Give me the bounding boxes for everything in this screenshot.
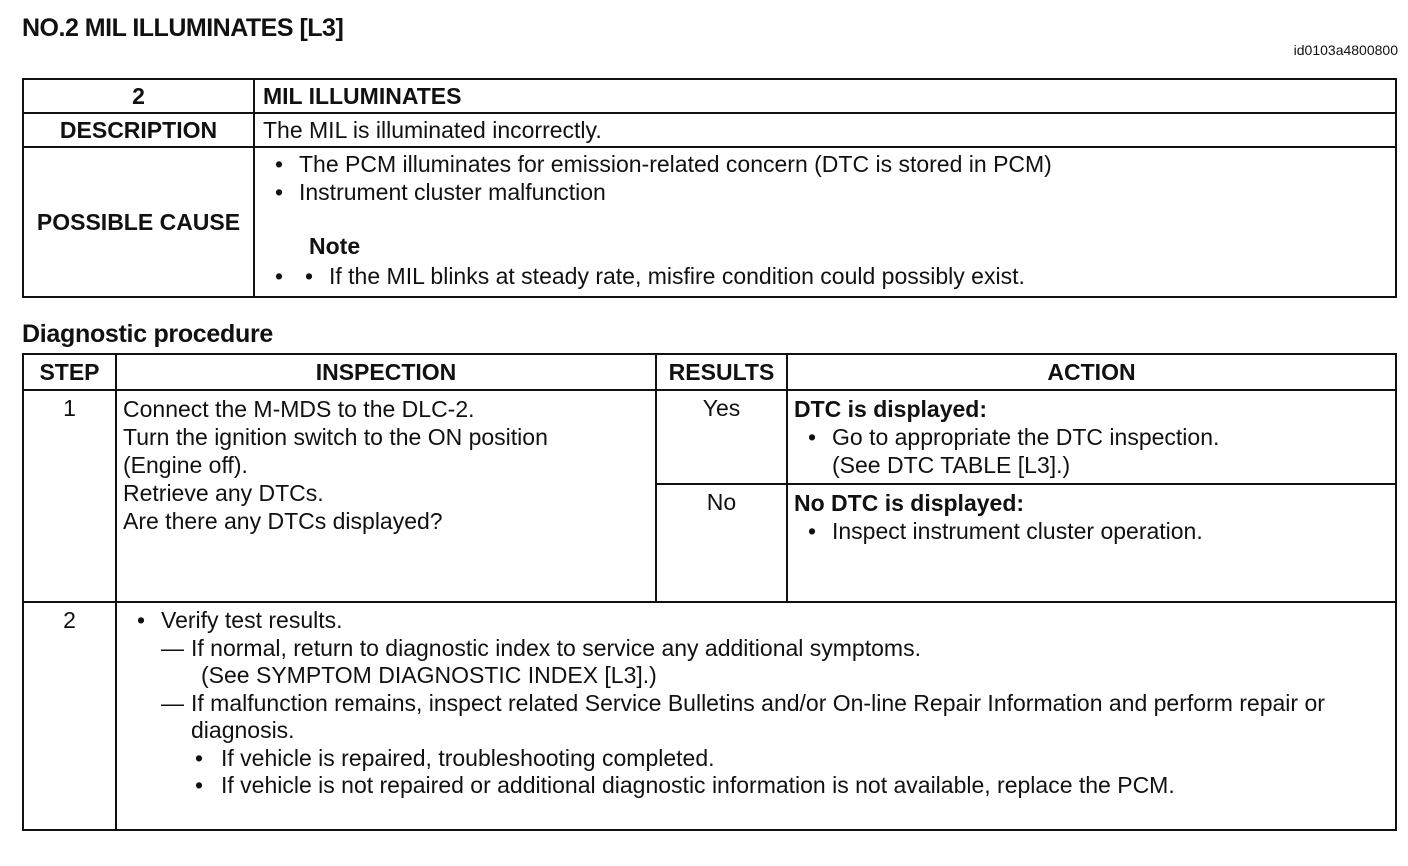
step1-inspection [116, 390, 656, 602]
inspection-line: Retrieve any DTCs. [123, 480, 324, 506]
inspection-line: Connect the M-MDS to the DLC-2. [123, 396, 475, 422]
action-no-heading: No DTC is displayed: [794, 490, 1025, 516]
table-row [23, 602, 1396, 830]
note-item [261, 262, 1389, 290]
action-no-item: • Inspect instrument cluster operation. [794, 517, 1389, 545]
page-title: NO.2 MIL ILLUMINATES [L3] [22, 14, 344, 42]
step2-content [116, 602, 1396, 830]
info-row-description [23, 113, 1396, 147]
step2-repaired: • If vehicle is repaired, troubleshooting completed. [123, 745, 1389, 773]
col-header-results: RESULTS [656, 354, 787, 390]
inspection-line: (Engine off). [123, 452, 248, 478]
col-header-step: STEP [23, 354, 116, 390]
note-text: If the MIL blinks at steady rate, misfire condition could possibly exist. [329, 263, 1025, 289]
procedure-header-row [23, 354, 1396, 390]
document-id: id0103a4800800 [1293, 42, 1398, 58]
info-row-cause [23, 147, 1396, 297]
step2-normal-ref: (See SYMPTOM DIAGNOSTIC INDEX [L3].) [201, 662, 657, 688]
step-number: 2 [23, 602, 116, 830]
action-no [787, 484, 1396, 602]
item-name: MIL ILLUMINATES [254, 79, 1396, 113]
description-label: DESCRIPTION [23, 113, 254, 147]
step-number: 1 [23, 390, 116, 602]
step2-main: • Verify test results. [123, 607, 1389, 635]
step2-normal: — If normal, return to diagnostic index to service any additional symptoms. [123, 635, 1389, 663]
col-header-inspection: INSPECTION [116, 354, 656, 390]
note-title: Note [309, 233, 361, 259]
result-no: No [656, 484, 787, 602]
col-header-action: ACTION [787, 354, 1396, 390]
action-yes-ref: (See DTC TABLE [L3].) [832, 452, 1071, 478]
cause-label: POSSIBLE CAUSE [23, 147, 254, 297]
step2-malfunction: — If malfunction remains, inspect related Service Bulletins and/or On-line Repair Information and perform repair or diagnosis. [123, 690, 1389, 745]
table-row [23, 390, 1396, 484]
step2-not-repaired: • If vehicle is not repaired or additional diagnostic information is not available, replace the PCM. [123, 772, 1389, 800]
info-row-number [23, 79, 1396, 113]
result-yes: Yes [656, 390, 787, 484]
info-table [22, 78, 1397, 298]
note-bullet: • • [305, 263, 314, 289]
description-text: The MIL is illuminated incorrectly. [254, 113, 1396, 147]
action-yes-item: • Go to appropriate the DTC inspection. [794, 423, 1389, 451]
item-number: 2 [23, 79, 254, 113]
inspection-line: Are there any DTCs displayed? [123, 508, 443, 534]
cause-cell [254, 147, 1396, 297]
action-yes [787, 390, 1396, 484]
section-title: Diagnostic procedure [22, 320, 273, 348]
inspection-line: Turn the ignition switch to the ON position [123, 424, 548, 450]
action-yes-heading: DTC is displayed: [794, 396, 987, 422]
cause-item: • The PCM illuminates for emission-related concern (DTC is stored in PCM) [261, 150, 1389, 178]
procedure-table [22, 353, 1397, 831]
cause-item: • Instrument cluster malfunction [261, 178, 1389, 206]
